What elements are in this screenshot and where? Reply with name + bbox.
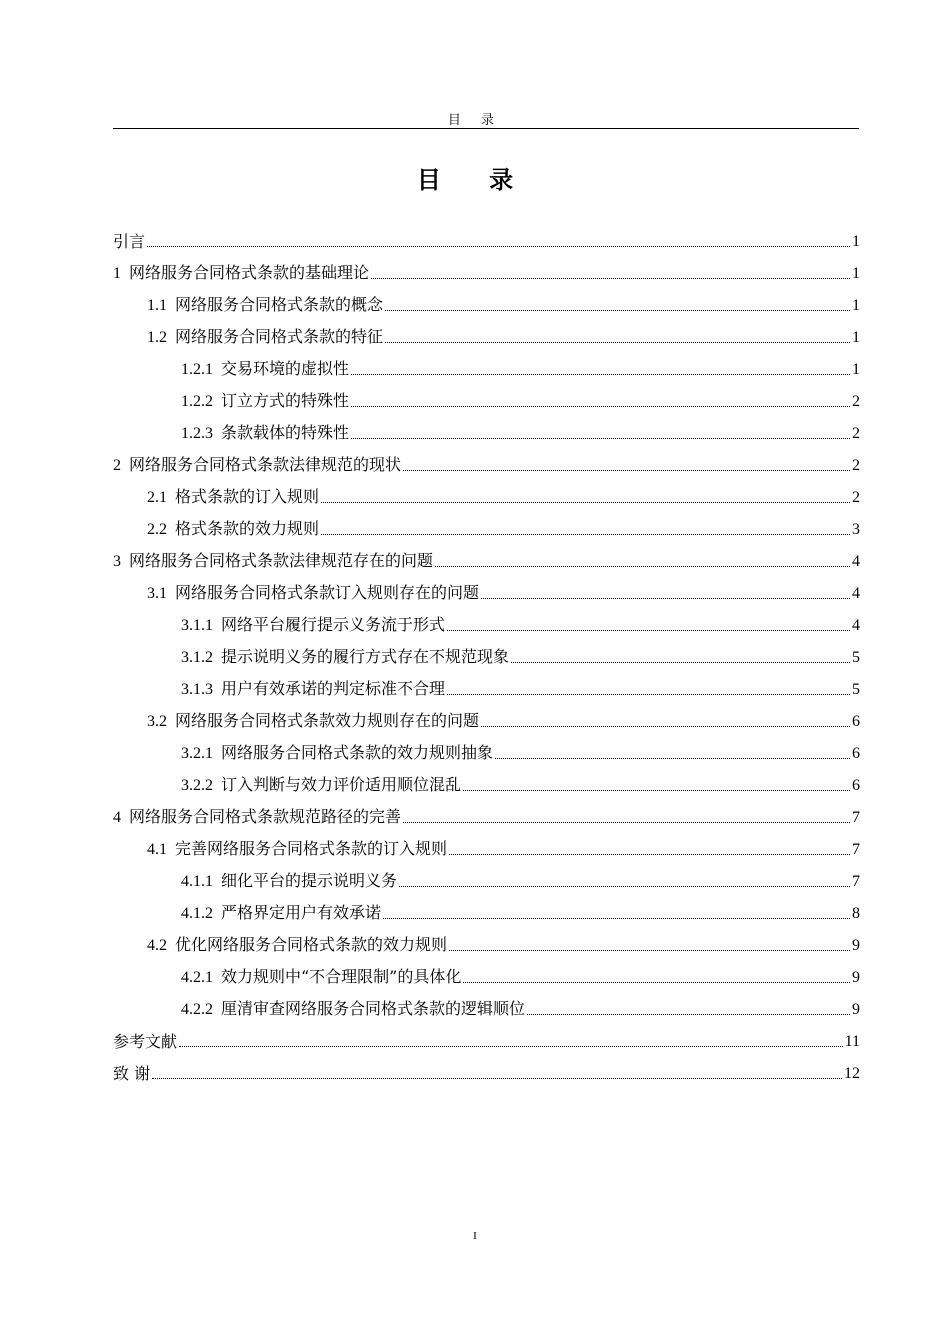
toc-entry-label <box>113 1064 150 1086</box>
dot-leader <box>481 726 850 727</box>
toc-entry-page: 5 <box>852 681 860 698</box>
toc-entry-text: 网络平台履行提示义务流于形式 <box>221 615 446 634</box>
toc-entry-label <box>181 999 525 1022</box>
dot-leader <box>447 694 850 695</box>
toc-entry[interactable] <box>113 638 860 670</box>
dot-leader <box>527 1014 850 1015</box>
dot-leader <box>385 310 850 311</box>
toc-entry-number: 4.2 <box>147 937 167 954</box>
toc-entry[interactable] <box>113 286 860 318</box>
toc-entry-page: 7 <box>852 841 860 858</box>
toc-entry-text: 完善网络服务合同格式条款的订入规则 <box>175 839 448 858</box>
dot-leader <box>511 662 850 663</box>
toc-entry[interactable] <box>113 894 860 926</box>
toc-entry-number: 4.1.1 <box>181 873 213 890</box>
toc-entry-page: 3 <box>852 521 860 538</box>
toc-entry-text: 参考文献 <box>113 1032 178 1051</box>
toc-entry-number: 2.1 <box>147 489 167 506</box>
toc-entry-label <box>147 935 447 958</box>
toc-entry[interactable] <box>113 766 860 798</box>
toc-entry-text: 订立方式的特殊性 <box>221 391 350 410</box>
toc-entry-number: 3.2.2 <box>181 777 213 794</box>
toc-entry-label <box>181 679 445 702</box>
dot-leader <box>383 918 850 919</box>
toc-entry-number: 1 <box>113 265 121 282</box>
toc-entry-number: 1.2.3 <box>181 425 213 442</box>
toc-entry-text: 网络服务合同格式条款的概念 <box>175 295 384 314</box>
dot-leader <box>385 342 850 343</box>
toc-entry-text: 引言 <box>113 232 146 251</box>
toc-entry-page: 9 <box>852 1001 860 1018</box>
toc-entry-page: 1 <box>852 265 860 282</box>
toc-entry[interactable] <box>113 222 860 254</box>
page-number: I <box>473 1230 477 1242</box>
toc-entry[interactable] <box>113 862 860 894</box>
toc-entry-number: 1.2.1 <box>181 361 213 378</box>
toc-entry[interactable] <box>113 574 860 606</box>
toc-entry-number: 4.2.1 <box>181 969 213 986</box>
page-title: 目 录 <box>416 166 534 194</box>
toc-entry[interactable] <box>113 830 860 862</box>
toc-entry-label <box>113 232 145 254</box>
toc-entry-label <box>113 807 401 830</box>
toc-entry-label <box>181 647 509 670</box>
toc-entry[interactable] <box>113 542 860 574</box>
toc-entry-page: 4 <box>852 617 860 634</box>
toc-entry-page: 8 <box>852 905 860 922</box>
toc-entry-label <box>147 487 319 510</box>
toc-entry-number: 4 <box>113 809 121 826</box>
toc-entry-text: 格式条款的效力规则 <box>175 519 320 538</box>
toc-entry-label <box>147 519 319 542</box>
toc-entry[interactable] <box>113 958 860 990</box>
toc-entry[interactable] <box>113 734 860 766</box>
toc-entry-label <box>181 359 349 382</box>
dot-leader <box>351 406 850 407</box>
dot-leader <box>449 950 850 951</box>
dot-leader <box>463 790 850 791</box>
toc-entry-number: 2 <box>113 457 121 474</box>
toc-entry[interactable] <box>113 414 860 446</box>
toc-entry-label <box>113 551 433 574</box>
toc-entry-page: 2 <box>852 425 860 442</box>
toc-entry-page: 1 <box>852 297 860 314</box>
toc-entry-text: 格式条款的订入规则 <box>175 487 320 506</box>
dot-leader <box>495 758 850 759</box>
toc-entry[interactable] <box>113 926 860 958</box>
toc-entry-number: 4.1.2 <box>181 905 213 922</box>
toc-entry-text: 网络服务合同格式条款的基础理论 <box>129 263 370 282</box>
toc-entry[interactable] <box>113 990 860 1022</box>
toc-entry-label <box>181 775 461 798</box>
toc-entry-number: 1.1 <box>147 297 167 314</box>
toc-entry-page: 6 <box>852 745 860 762</box>
dot-leader <box>321 534 850 535</box>
toc-entry-text: 网络服务合同格式条款的特征 <box>175 327 384 346</box>
toc-entry[interactable] <box>113 382 860 414</box>
toc-entry-text: 提示说明义务的履行方式存在不规范现象 <box>221 647 510 666</box>
toc-entry-label <box>147 583 479 606</box>
toc-entry-text: 细化平台的提示说明义务 <box>221 871 398 890</box>
toc-entry-text: 优化网络服务合同格式条款的效力规则 <box>175 935 448 954</box>
dot-leader <box>152 1078 842 1079</box>
toc-entry-text: 厘清审查网络服务合同格式条款的逻辑顺位 <box>221 999 526 1018</box>
toc-entry-number: 4.1 <box>147 841 167 858</box>
toc-entry-label <box>147 839 447 862</box>
toc-entry-label <box>113 1032 177 1054</box>
dot-leader <box>321 502 850 503</box>
toc-entry-page: 2 <box>852 489 860 506</box>
toc-entry-page: 5 <box>852 649 860 666</box>
toc-entry-number: 3.1.2 <box>181 649 213 666</box>
toc-entry-page: 11 <box>844 1033 860 1050</box>
toc-entry-page: 1 <box>852 329 860 346</box>
dot-leader <box>179 1046 843 1047</box>
header-rule <box>113 128 859 129</box>
toc-entry-page: 4 <box>852 553 860 570</box>
toc-entry-text: 条款载体的特殊性 <box>221 423 350 442</box>
toc-entry-label <box>147 295 383 318</box>
toc-entry-number: 1.2.2 <box>181 393 213 410</box>
toc-entry-page: 1 <box>852 361 860 378</box>
dot-leader <box>351 374 850 375</box>
toc-entry[interactable] <box>113 446 860 478</box>
toc-entry-text: 网络服务合同格式条款法律规范的现状 <box>129 455 402 474</box>
toc-entry-label <box>147 327 383 350</box>
dot-leader <box>351 438 850 439</box>
toc-entry-number: 3 <box>113 553 121 570</box>
toc-entry-text: 用户有效承诺的判定标准不合理 <box>221 679 446 698</box>
toc-entry-text: 网络服务合同格式条款效力规则存在的问题 <box>175 711 480 730</box>
toc-entry[interactable] <box>113 254 860 286</box>
toc-entry[interactable] <box>113 798 860 830</box>
toc-entry-label <box>181 967 461 990</box>
toc-entry-label <box>181 743 493 766</box>
toc-entry[interactable] <box>113 702 860 734</box>
toc-entry[interactable] <box>113 606 860 638</box>
toc-entry-text: 效力规则中“不合理限制”的具体化 <box>221 967 462 986</box>
toc-entry-label <box>113 263 369 286</box>
dot-leader <box>463 982 850 983</box>
toc-entry-page: 1 <box>852 233 860 250</box>
toc-entry[interactable] <box>113 318 860 350</box>
table-of-contents <box>113 222 860 1086</box>
toc-entry-page: 6 <box>852 713 860 730</box>
toc-entry[interactable] <box>113 670 860 702</box>
toc-entry-page: 12 <box>844 1065 860 1082</box>
toc-entry-number: 3.2.1 <box>181 745 213 762</box>
toc-entry-page: 2 <box>852 457 860 474</box>
toc-entry-page: 9 <box>852 937 860 954</box>
dot-leader <box>399 886 850 887</box>
toc-entry-text: 交易环境的虚拟性 <box>221 359 350 378</box>
toc-entry[interactable] <box>113 1022 860 1054</box>
dot-leader <box>371 278 850 279</box>
toc-entry-number: 3.1 <box>147 585 167 602</box>
dot-leader <box>147 246 850 247</box>
toc-entry-text: 致 谢 <box>113 1064 151 1083</box>
toc-entry-label <box>181 615 445 638</box>
toc-entry-label <box>181 903 381 926</box>
toc-entry[interactable] <box>113 1054 860 1086</box>
toc-entry-number: 3.2 <box>147 713 167 730</box>
toc-entry[interactable] <box>113 478 860 510</box>
toc-entry-label <box>181 871 397 894</box>
toc-entry-text: 网络服务合同格式条款的效力规则抽象 <box>221 743 494 762</box>
dot-leader <box>435 566 850 567</box>
toc-entry-text: 网络服务合同格式条款规范路径的完善 <box>129 807 402 826</box>
toc-entry-label <box>181 391 349 414</box>
toc-entry-number: 2.2 <box>147 521 167 538</box>
toc-entry-page: 2 <box>852 393 860 410</box>
toc-entry-text: 网络服务合同格式条款法律规范存在的问题 <box>129 551 434 570</box>
toc-entry-number: 3.1.1 <box>181 617 213 634</box>
toc-entry-page: 9 <box>852 969 860 986</box>
toc-entry-text: 订入判断与效力评价适用顺位混乱 <box>221 775 462 794</box>
running-header: 目 录 <box>447 113 503 128</box>
toc-entry-number: 1.2 <box>147 329 167 346</box>
toc-entry-page: 7 <box>852 809 860 826</box>
dot-leader <box>449 854 850 855</box>
toc-entry-label <box>147 711 479 734</box>
toc-entry-page: 4 <box>852 585 860 602</box>
dot-leader <box>481 598 850 599</box>
toc-entry-number: 3.1.3 <box>181 681 213 698</box>
dot-leader <box>403 470 850 471</box>
toc-entry-text: 严格界定用户有效承诺 <box>221 903 382 922</box>
toc-entry-label <box>181 423 349 446</box>
toc-entry[interactable] <box>113 350 860 382</box>
toc-entry-text: 网络服务合同格式条款订入规则存在的问题 <box>175 583 480 602</box>
toc-entry[interactable] <box>113 510 860 542</box>
toc-entry-number: 4.2.2 <box>181 1001 213 1018</box>
toc-entry-page: 6 <box>852 777 860 794</box>
dot-leader <box>403 822 850 823</box>
toc-entry-label <box>113 455 401 478</box>
dot-leader <box>447 630 850 631</box>
toc-entry-page: 7 <box>852 873 860 890</box>
